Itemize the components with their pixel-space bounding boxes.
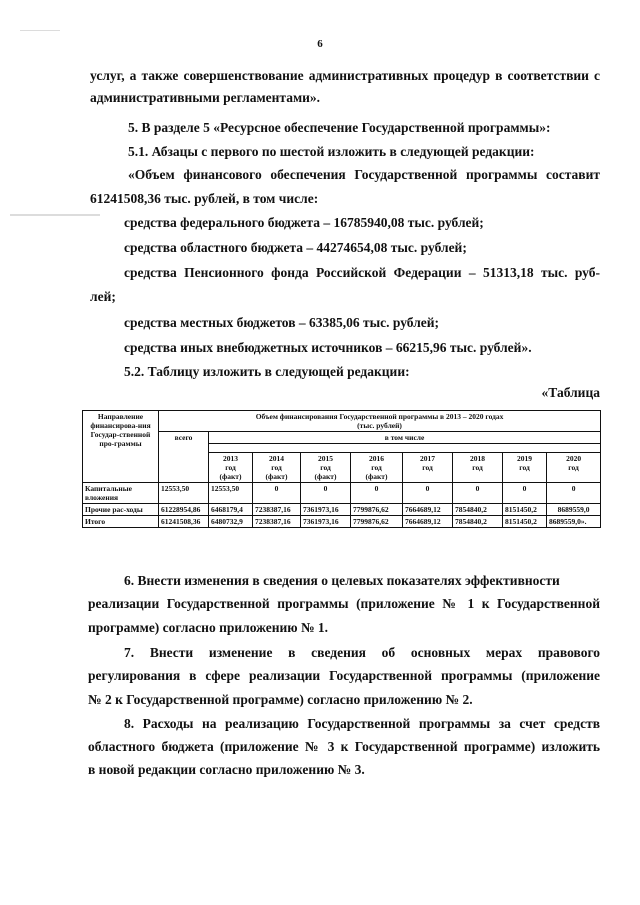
row-label: Прочие рас-ходы	[83, 504, 159, 516]
main-header-line2: (тыс. рублей)	[357, 421, 402, 430]
paragraph-line: программе) согласно приложению № 1.	[88, 620, 329, 635]
paragraph-line: средства Пенсионного фонда Российской Федерации – 51313,18 тыс. руб-	[124, 265, 600, 280]
row-value: 7799876,62	[351, 504, 403, 516]
paragraph-line: 8. Расходы на реализацию Государственной программы за счет средств	[124, 716, 600, 731]
paragraph-line: средства местных бюджетов – 63385,06 тыс. рублей;	[124, 315, 440, 330]
paragraph-line: 5.2. Таблицу изложить в следующей редакции:	[124, 364, 410, 379]
year-header: 2014 год (факт)	[253, 453, 301, 483]
row-value: 12553,50	[209, 483, 253, 504]
paragraph-line: средства областного бюджета – 44274654,08 тыс. рублей;	[124, 240, 467, 255]
row-total: 61228954,86	[159, 504, 209, 516]
row-value: 8151450,2	[503, 516, 547, 528]
table-row	[83, 483, 601, 504]
row-value: 0	[351, 483, 403, 504]
total-header: всего	[159, 432, 209, 483]
row-value: 0	[547, 483, 601, 504]
year-header: 2015 год (факт)	[301, 453, 351, 483]
year-header: 2016 год (факт)	[351, 453, 403, 483]
row-value: 7238387,16	[253, 516, 301, 528]
row-total: 61241508,36	[159, 516, 209, 528]
paragraph-line: реализации Государственной программы (приложение № 1 к Государственной	[88, 596, 600, 611]
row-value: 6468179,4	[209, 504, 253, 516]
row-value: 0	[503, 483, 547, 504]
main-header-line1: Объем финансирования Государственной программы в 2013 – 2020 годах	[255, 412, 504, 421]
row-value: 7854840,2	[453, 516, 503, 528]
paragraph-line: «Объем финансового обеспечения Государственной программы составит	[128, 167, 600, 182]
row-value: 8151450,2	[503, 504, 547, 516]
header-spacer	[209, 444, 601, 453]
year-header: 2013 год (факт)	[209, 453, 253, 483]
row-total: 12553,50	[159, 483, 209, 504]
paragraph-line: лей;	[90, 289, 116, 304]
row-value: 7361973,16	[301, 516, 351, 528]
paragraph-line: средства иных внебюджетных источников – 66215,96 тыс. рублей».	[124, 340, 532, 355]
main-header	[159, 411, 601, 432]
row-value: 7361973,16	[301, 504, 351, 516]
incl-header: в том числе	[209, 432, 601, 444]
table-row	[83, 516, 601, 528]
year-header: 2018 год	[453, 453, 503, 483]
row-value: 8689559,0	[547, 504, 601, 516]
year-header: 2017 год	[403, 453, 453, 483]
paragraph-line: областного бюджета (приложение № 3 к Государственной программе) изложить	[88, 739, 600, 754]
row-value: 7799876,62	[351, 516, 403, 528]
row-value: 7238387,16	[253, 504, 301, 516]
row-value: 7854840,2	[453, 504, 503, 516]
scan-artifact	[20, 30, 60, 31]
financing-table	[82, 410, 601, 528]
row-value: 8689559,0».	[547, 516, 601, 528]
row-value: 7664689,12	[403, 516, 453, 528]
paragraph-line: в новой редакции согласно приложению № 3.	[88, 762, 365, 777]
table-row	[83, 504, 601, 516]
paragraph-line: 6. Внести изменения в сведения о целевых показателях эффективности	[124, 573, 560, 588]
row-label: Итого	[83, 516, 159, 528]
direction-header: Направление финансирова-ния Государ-ственной про-граммы	[83, 411, 159, 483]
row-value: 0	[403, 483, 453, 504]
page-number: 6	[317, 38, 323, 50]
year-header: 2020 год	[547, 453, 601, 483]
scan-artifact	[10, 214, 100, 216]
paragraph-line: услуг, а также совершенствование административных процедур в соответствии с	[90, 68, 600, 83]
year-header: 2019 год	[503, 453, 547, 483]
paragraph-line: 5. В разделе 5 «Ресурсное обеспечение Государственной программы»:	[128, 120, 551, 135]
row-value: 6480732,9	[209, 516, 253, 528]
paragraph-line: административными регламентами».	[90, 90, 321, 105]
row-value: 0	[253, 483, 301, 504]
paragraph-line: регулирования в сфере реализации Государственной программы (приложение	[88, 668, 600, 683]
paragraph-line: 61241508,36 тыс. рублей, в том числе:	[90, 191, 319, 206]
row-value: 0	[453, 483, 503, 504]
row-label: Капитальные вложения	[83, 483, 159, 504]
paragraph-line: 7. Внести изменение в сведения об основных мерах правового	[124, 645, 600, 660]
paragraph-line: 5.1. Абзацы с первого по шестой изложить в следующей редакции:	[128, 144, 535, 159]
paragraph-line: № 2 к Государственной программе) согласно приложению № 2.	[88, 692, 473, 707]
table-caption: «Таблица	[541, 385, 600, 400]
row-value: 7664689,12	[403, 504, 453, 516]
paragraph-line: средства федерального бюджета – 16785940,08 тыс. рублей;	[124, 215, 484, 230]
row-value: 0	[301, 483, 351, 504]
